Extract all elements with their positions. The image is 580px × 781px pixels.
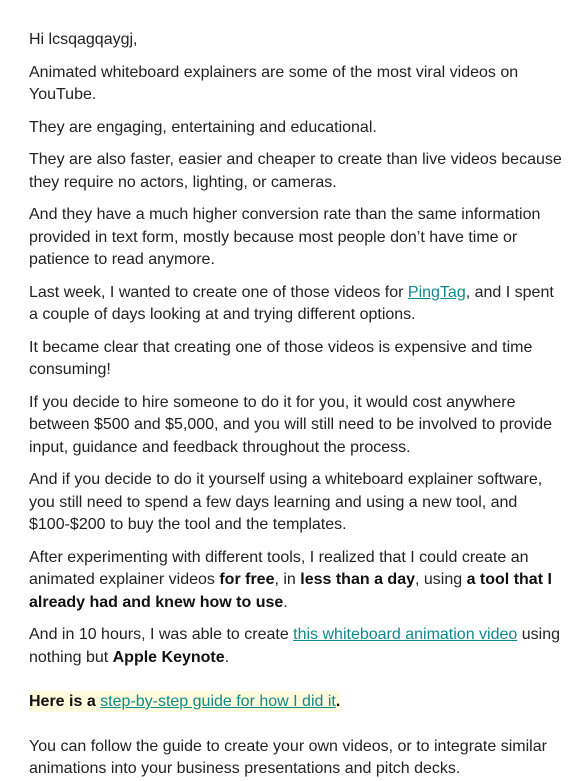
paragraph-keynote	[29, 624, 562, 669]
paragraph-follow: You can follow the guide to create your own videos, or to integrate similar animations into your business presentations and pitch decks.	[29, 737, 547, 777]
paragraph-experimenting	[29, 547, 562, 615]
text-segment: After experimenting with different tools, I realized that I could create an animated explainer videos	[29, 548, 529, 588]
paragraph-faster: They are also faster, easier and cheaper to create than live videos because they require no actors, lighting, or cameras.	[29, 151, 562, 191]
text-segment: using nothing but	[29, 626, 560, 666]
text-segment: , using	[414, 571, 467, 588]
text-segment: , in	[274, 571, 301, 588]
text-segment: Last week, I wanted to create one of those videos for	[29, 283, 408, 301]
paragraph-last-week	[29, 282, 562, 327]
bold-less-than-day: less than a day	[300, 571, 415, 588]
paragraph-diy: And if you decide to do it yourself using a whiteboard explainer software, you still need to spend a few days learning and using a new tool, and $100-$200 to buy the tool and the templates.	[29, 471, 543, 533]
bold-free: for free	[219, 571, 275, 588]
paragraph-hire: If you decide to hire someone to do it for you, it would cost anywhere between $500 and $5,000, and you will still need to be involved to provide input, guidance and feedback throughout the process.	[29, 393, 553, 456]
bold-tool: a tool that I already had and knew how to use	[29, 571, 552, 611]
paragraph-engaging: They are engaging, entertaining and educational.	[29, 118, 377, 136]
highlight-guide	[29, 691, 340, 712]
bold-here-is: Here is a	[29, 693, 101, 710]
text-segment: And in 10 hours, I was able to create	[29, 626, 294, 643]
whiteboard-video-link[interactable]: this whiteboard animation video	[293, 626, 518, 643]
paragraph-viral: Animated whiteboard explainers are some of the most viral videos on YouTube.	[29, 63, 519, 103]
bold-keynote: Apple Keynote	[112, 648, 225, 666]
pingtag-link[interactable]: PingTag	[407, 283, 466, 301]
paragraph-expensive: It became clear that creating one of those videos is expensive and time consuming!	[29, 338, 533, 378]
paragraph-guide	[29, 691, 562, 714]
bold-period: .	[335, 693, 341, 710]
greeting: Hi lcsqagqaygj,	[29, 31, 138, 48]
text-segment: .	[283, 593, 288, 611]
paragraph-conversion: And they have a much higher conversion rate than the same information provided in text form, mostly because most people don’t have time or patience to read anymore.	[29, 206, 541, 268]
text-segment: .	[224, 648, 230, 666]
guide-link[interactable]: step-by-step guide for how I did it	[100, 693, 336, 710]
text-segment: , and I spent a couple of days looking at and trying different options.	[29, 283, 554, 323]
